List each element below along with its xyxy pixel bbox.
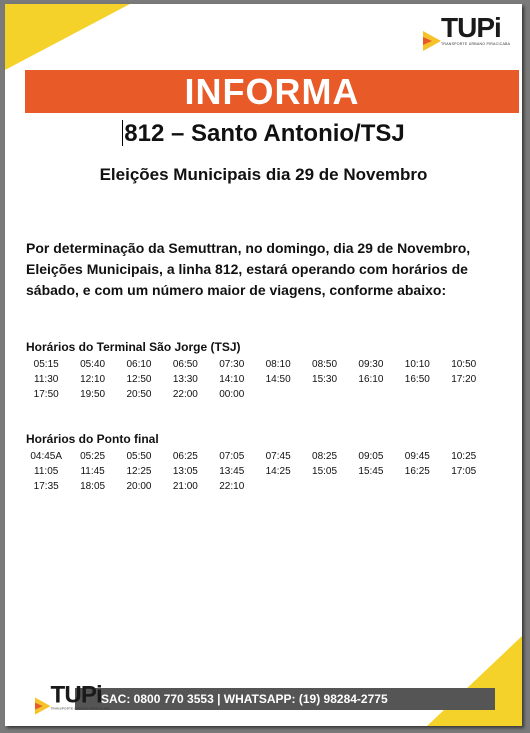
schedule-grid-ponto-final (23, 449, 493, 494)
route-title (5, 120, 522, 148)
schedule-time: 12:25 (126, 466, 152, 477)
schedule-time: 22:10 (219, 481, 245, 492)
schedule-time: 08:25 (312, 451, 338, 462)
schedule-time: 21:00 (172, 481, 198, 492)
schedule-time: 17:20 (451, 374, 477, 385)
schedule-time: 20:50 (126, 389, 152, 400)
election-subtitle: Eleições Municipais dia 29 de Novembro (99, 165, 428, 184)
schedule-time: 05:40 (80, 359, 106, 370)
schedule-time: 10:25 (451, 451, 477, 462)
schedule-time: 09:45 (404, 451, 430, 462)
logo-text: TUPi (441, 12, 501, 43)
schedule-time: 15:05 (312, 466, 338, 477)
tupi-logo-top (423, 13, 510, 51)
logo-subtext: TRANSPORTE URBANO PIRACICABA (50, 706, 111, 711)
schedule-time: 10:50 (451, 359, 477, 370)
schedule-time: 17:05 (451, 466, 477, 477)
schedule-time: 04:45A (30, 451, 63, 462)
schedule-time: 09:30 (358, 359, 384, 370)
schedule-time: 14:25 (265, 466, 291, 477)
schedule-time: 13:30 (172, 374, 198, 385)
schedule-time: 12:10 (80, 374, 106, 385)
logo-subtext: TRANSPORTE URBANO PIRACICABA (441, 42, 511, 46)
schedule-time: 13:05 (172, 466, 198, 477)
schedule-time: 06:10 (126, 359, 152, 370)
schedule-time: 07:30 (219, 359, 245, 370)
schedule-time: 05:50 (126, 451, 152, 462)
route-title-text: 812 – Santo Antonio/TSJ (124, 120, 405, 147)
schedule-time: 05:15 (33, 359, 59, 370)
schedule-time: 11:30 (34, 374, 59, 385)
paragraph-line: Eleições Municipais, a linha 812, estará operando com horários de (26, 261, 468, 277)
schedule-time: 17:35 (33, 481, 59, 492)
paragraph-line: sábado, e com um número maior de viagens, conforme abaixo: (26, 282, 447, 298)
notice-paragraph (26, 238, 506, 301)
schedule-time: 15:30 (312, 374, 338, 385)
footer-contact-bar: SAC: 0800 770 3553 | WHATSAPP: (19) 98284-2775 (75, 688, 495, 710)
schedule-time: 14:50 (265, 374, 291, 385)
schedule-time: 18:05 (80, 481, 106, 492)
schedule-time: 14:10 (219, 374, 245, 385)
schedule-time: 16:50 (404, 374, 430, 385)
schedule-time: 11:05 (34, 466, 59, 477)
corner-triangle-bottom-right (427, 636, 522, 726)
schedule-time: 13:45 (219, 466, 245, 477)
tupi-logo-bottom (35, 682, 110, 715)
schedule-time: 11:45 (80, 466, 105, 477)
informa-banner: INFORMA (25, 70, 519, 113)
schedule-time: 09:05 (358, 451, 384, 462)
schedule-time: 10:10 (404, 359, 430, 370)
schedule-time: 16:25 (404, 466, 430, 477)
schedule-time: 20:00 (126, 481, 152, 492)
schedule-time: 16:10 (358, 374, 384, 385)
schedule-time: 07:45 (265, 451, 291, 462)
schedule-time: 19:50 (80, 389, 106, 400)
section-label-terminal: Horários do Terminal São Jorge (TSJ) (26, 340, 241, 354)
schedule-time: 05:25 (80, 451, 106, 462)
schedule-time: 15:45 (358, 466, 384, 477)
paragraph-line: Por determinação da Semuttran, no domingo, dia 29 de Novembro, (26, 240, 471, 256)
flyer-page (5, 4, 522, 726)
schedule-grid-terminal (23, 357, 493, 402)
logo-text: TUPi (50, 681, 102, 708)
schedule-time: 06:25 (172, 451, 198, 462)
schedule-time: 12:50 (126, 374, 152, 385)
schedule-time: 08:50 (312, 359, 338, 370)
logo-chevron-icon (423, 31, 441, 51)
schedule-time: 00:00 (219, 389, 245, 400)
schedule-time: 07:05 (219, 451, 245, 462)
schedule-time: 22:00 (172, 389, 198, 400)
corner-triangle-top-left (5, 4, 130, 70)
schedule-time: 08:10 (265, 359, 291, 370)
schedule-time: 17:50 (33, 389, 59, 400)
schedule-time: 06:50 (172, 359, 198, 370)
logo-chevron-icon (35, 697, 50, 714)
section-label-ponto-final: Horários do Ponto final (26, 432, 159, 446)
